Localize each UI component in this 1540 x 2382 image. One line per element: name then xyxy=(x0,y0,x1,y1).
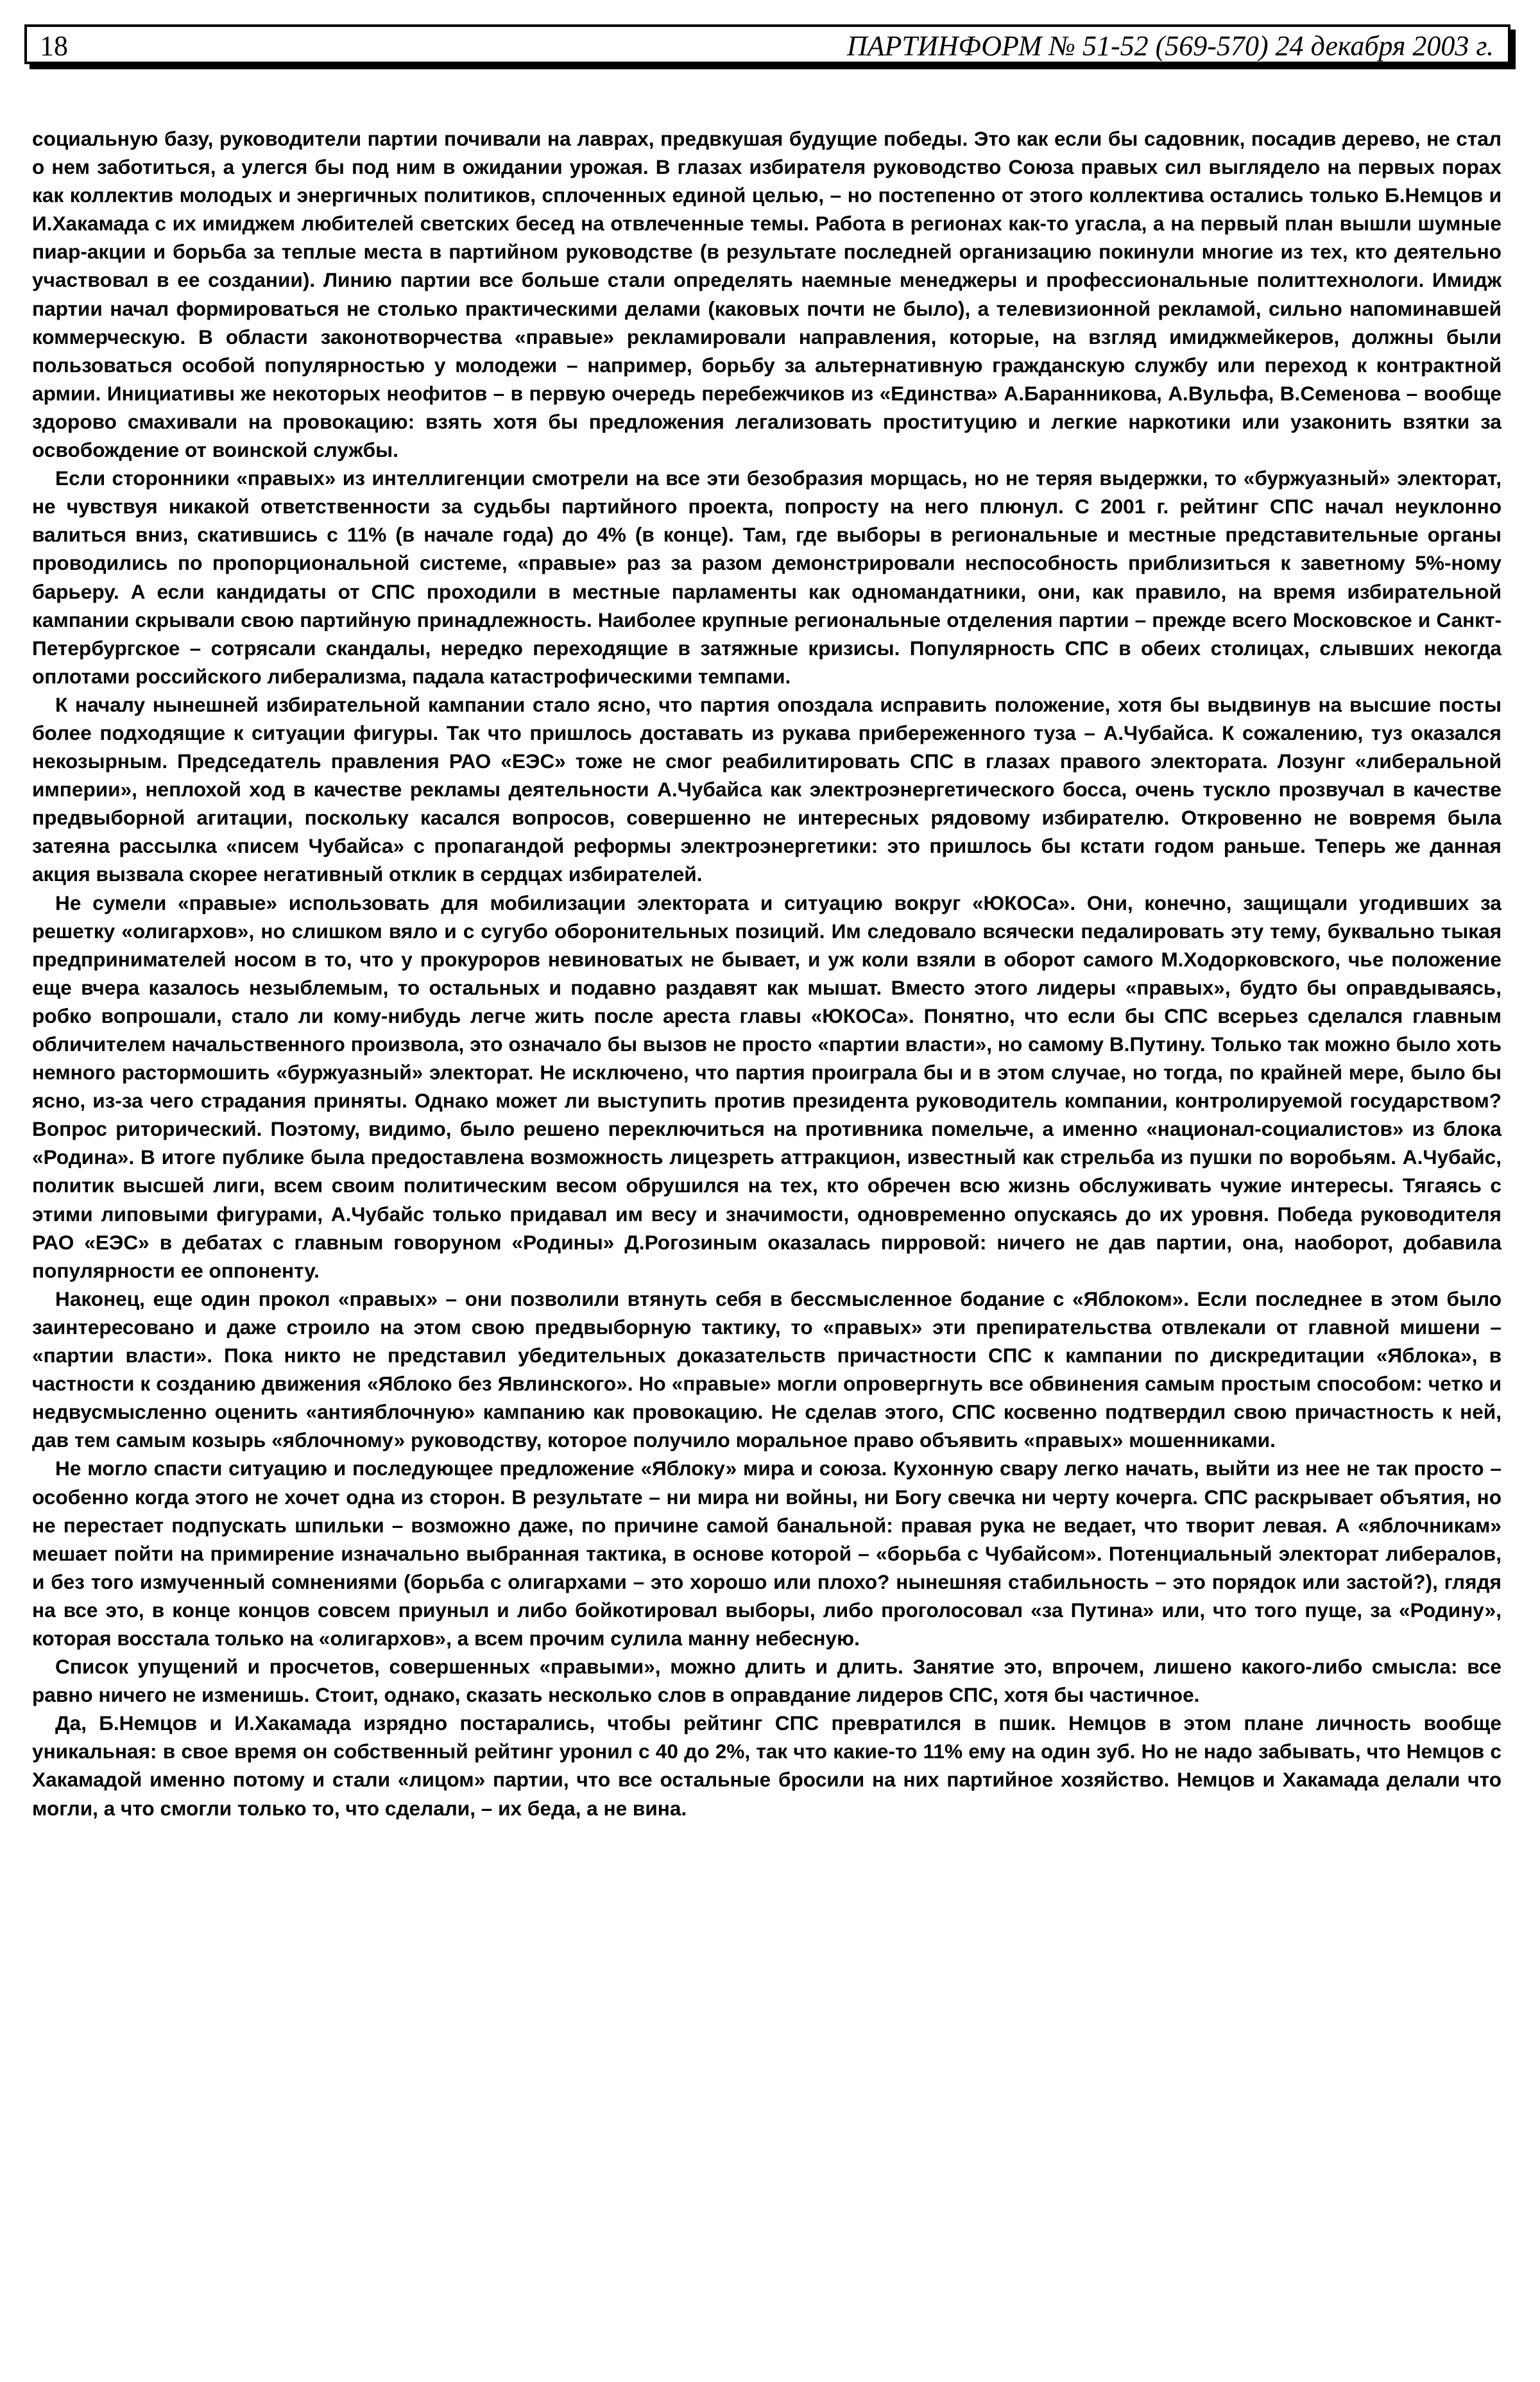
article-paragraph: Наконец, еще один прокол «правых» – они позволили втянуть себя в бессмысленное бодание с «Яблоком». Если последнее в этом было заинтересовано и даже строило на этом свою предвыборную тактику, то «правых» эти препирательства отвлекали от главной мишени – «партии власти». Пока никто не представил убедительных доказательств причастности СПС к кампании по дискредитации «Яблока», в частности к созданию движения «Яблоко без Явлинского». Но «правые» могли опровергнуть все обвинения самым простым способом: четко и недвусмысленно оценить «антияблочную» кампанию как провокацию. Не сделав этого, СПС косвенно подтвердил свою причастность к ней, дав тем самым козырь «яблочному» руководству, которое получило моральное право объявить «правых» мошенниками. xyxy=(32,1287,1502,1452)
article-paragraph: Не сумели «правые» использовать для мобилизации электората и ситуацию вокруг «ЮКОСа». Они, конечно, защищали угодивших за решетку «олигархов», но слишком вяло и с сугубо оборонительных позиций. Им следовало всячески педалировать эту тему, буквально тыкая предпринимателей носом в то, что у прокуроров невиноватых не бывает, и уж коли взяли в оборот самого М.Ходорковского, чье положение еще вчера казалось незыблемым, то остальных и подавно раздавят как мышат. Вместо этого лидеры «правых», будто бы оправдываясь, робко вопрошали, стало ли кому-нибудь легче жить после ареста главы «ЮКОСа». Понятно, что если бы СПС всерьез сделался главным обличителем начальственного произвола, это означало бы вызов не просто «партии власти», но самому В.Путину. Только так можно было хоть немного растормошить «буржуазный» электорат. Не исключено, что партия проиграла бы и в этом случае, но тогда, по крайней мере, было бы ясно, из-за чего страдания приняты. Однако может ли выступить против президента руководитель компании, контролируемой государством? Вопрос риторический. Поэтому, видимо, было решено переключиться на противника помельче, а именно «национал-социалистов» из блока «Родина». В итоге публике была предоставлена возможность лицезреть аттракцион, известный как стрельба из пушки по воробьям. А.Чубайс, политик высшей лиги, всем своим политическим весом обрушился на тех, кто обречен всю жизнь обслуживать чужие интересы. Тягаясь с этими липовыми фигурами, А.Чубайс только придавал им весу и значимости, одновременно опускаясь до их уровня. Победа руководителя РАО «ЕЭС» в дебатах с главным говоруном «Родины» Д.Рогозиным оказалась пирровой: ничего не дав партии, она, наоборот, добавила популярности ее оппоненту. xyxy=(32,891,1502,1282)
article-paragraph: Если сторонники «правых» из интеллигенции смотрели на все эти безобразия морщась, но не теряя выдержки, то «буржуазный» электорат, не чувствуя никакой ответственности за судьбы партийного проекта, попросту на него плюнул. С 2001 г. рейтинг СПС начал неуклонно валиться вниз, скатившись с 11% (в начале года) до 4% (в конце). Там, где выборы в региональные и местные представительные органы проводились по пропорциональной системе, «правые» раз за разом демонстрировали неспособность приблизиться к заветному 5%-ному барьеру. А если кандидаты от СПС проходили в местные парламенты как одномандатники, они, как правило, на время избирательной кампании скрывали свою партийную принадлежность. Наиболее крупные региональные отделения партии – прежде всего Московское и Санкт-Петербургское – сотрясали скандалы, нередко переходящие в затяжные кризисы. Популярность СПС в обеих столицах, слывших некогда оплотами российского либерализма, падала катастрофическими темпами. xyxy=(32,467,1502,688)
article-paragraph: Не могло спасти ситуацию и последующее предложение «Яблоку» мира и союза. Кухонную свару легко начать, выйти из нее не так просто – особенно когда этого не хочет одна из сторон. В результате – ни мира ни войны, ни Богу свечка ни черту кочерга. СПС раскрывает объятия, но не перестает подпускать шпильки – возможно даже, по причине самой банальной: правая рука не ведает, что творит левая. А «яблочникам» мешает пойти на примирение изначально выбранная тактика, в основе которой – «борьба с Чубайсом». Потенциальный электорат либералов, и без того измученный сомнениями (борьба с олигархами – это хорошо или плохо? нынешняя стабильность – это порядок или застой?), глядя на все это, в конце концов совсем приуныл и либо бойкотировал выборы, либо проголосовал «за Путина» или, что того пуще, за «Родину», которая восстала только на «олигархов», а всем прочим сулила манну небесную. xyxy=(32,1457,1502,1650)
issue-info: ПАРТИНФОРМ № 51-52 (569-570) 24 декабря 2003 г. xyxy=(846,30,1494,62)
page-header xyxy=(24,24,1510,64)
page-number: 18 xyxy=(40,30,68,62)
article-body xyxy=(32,124,1502,1822)
article-paragraph: Да, Б.Немцов и И.Хакамада изрядно постарались, чтобы рейтинг СПС превратился в пшик. Немцов в этом плане личность вообще уникальная: в свое время он собственный рейтинг уронил с 40 до 2%, так что какие-то 11% ему на один зуб. Но не надо забывать, что Немцов с Хакамадой именно потому и стали «лицом» партии, что все остальные бросили на них партийное хозяйство. Немцов и Хакамада делали что могли, а что смогли только то, что сделали, – их беда, а не вина. xyxy=(32,1711,1502,1820)
article-paragraph: К началу нынешней избирательной кампании стало ясно, что партия опоздала исправить положение, хотя бы выдвинув на высшие посты более подходящие к ситуации фигуры. Так что пришлось доставать из рукава прибереженного туза – А.Чубайса. К сожалению, туз оказался некозырным. Председатель правления РАО «ЕЭС» тоже не смог реабилитировать СПС в глазах правого электората. Лозунг «либеральной империи», неплохой ход в качестве рекламы деятельности А.Чубайса как электроэнергетического босса, очень тускло прозвучал в качестве предвыборной агитации, поскольку касался вопросов, совершенно не интересных рядовому избирателю. Откровенно не вовремя была затеяна рассылка «писем Чубайса» с пропагандой реформы электроэнергетики: это пришлось бы кстати годом раньше. Теперь же данная акция вызвала скорее негативный отклик в сердцах избирателей. xyxy=(32,692,1502,886)
article-paragraph: социальную базу, руководители партии почивали на лаврах, предвкушая будущие победы. Это как если бы садовник, посадив дерево, не стал о нем заботиться, а улегся бы под ним в ожидании урожая. В глазах избирателя руководство Союза правых сил выглядело на первых порах как коллектив молодых и энергичных политиков, сплоченных единой целью, – но постепенно от этого коллектива остались только Б.Немцов и И.Хакамада с их имиджем любителей светских бесед на отвлеченные темы. Работа в регионах как-то угасла, а на первый план вышли шумные пиар-акции и борьба за теплые места в партийном руководстве (в результате последней организацию покинули многие из тех, кто деятельно участвовал в ее создании). Линию партии все больше стали определять наемные менеджеры и профессиональные политтехнологи. Имидж партии начал формироваться не столько практическими делами (каковых почти не было), а телевизионной рекламой, сильно напоминавшей коммерческую. В области законотворчества «правые» рекламировали направления, которые, на взгляд имиджмейкеров, должны были пользоваться особой популярностью у молодежи – например, борьбу за альтернативную гражданскую службу или переход к контрактной армии. Инициативы же некоторых неофитов – в первую очередь перебежчиков из «Единства» А.Баранникова, А.Вульфа, В.Семенова – вообще здорово смахивали на провокацию: взять хотя бы предложения легализовать проституцию и легкие наркотики или узаконить взятки за освобождение от воинской службы. xyxy=(32,127,1502,462)
article-paragraph: Список упущений и просчетов, совершенных «правыми», можно длить и длить. Занятие это, впрочем, лишено какого-либо смысла: все равно ничего не изменишь. Стоит, однако, сказать несколько слов в оправдание лидеров СПС, хотя бы частичное. xyxy=(32,1655,1502,1707)
